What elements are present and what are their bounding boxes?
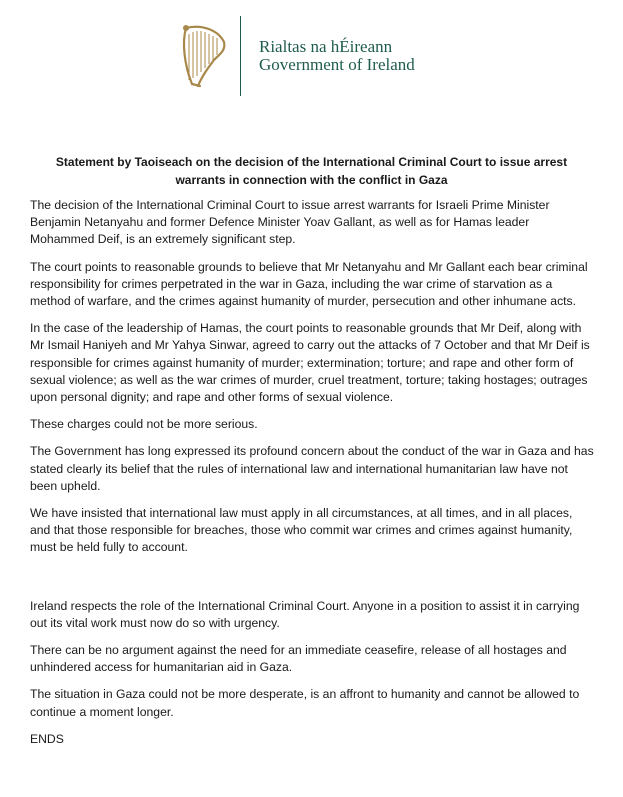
statement-title: Statement by Taoiseach on the decision of the International Criminal Court to issue arrest warrants in connection with the conflict in Gaza: [55, 155, 568, 187]
government-name-irish: Rialtas na hÉireann: [259, 37, 393, 56]
paragraph: The court points to reasonable grounds to believe that Mr Netanyahu and Mr Gallant each bear criminal responsibility for crimes perpetrated in the war in Gaza, including the war crime of starvation as a method of warfare, and the crimes against humanity of murder, persecution and other inhumane acts.: [30, 259, 588, 309]
harp-icon: [176, 22, 228, 90]
paragraph: The situation in Gaza could not be more desperate, is an affront to humanity and cannot be allowed to continue a moment longer.: [30, 687, 580, 719]
paragraph: There can be no argument against the need for an immediate ceasefire, release of all hostages and unhindered access for humanitarian aid in Gaza.: [30, 643, 567, 675]
paragraph: We have insisted that international law must apply in all circumstances, at all times, and in all places, and that those responsible for breaches, those who commit war crimes and crimes against humanity, must be held fully to account.: [30, 506, 573, 555]
government-name-english: Government of Ireland: [259, 55, 415, 74]
header-divider: [240, 16, 241, 96]
paragraph: The Government has long expressed its profound concern about the conduct of the war in Gaza and has stated clearly its belief that the rules of international law and international humanitarian law have not been upheld.: [30, 444, 594, 493]
header: [0, 0, 623, 100]
ends-marker: ENDS: [30, 731, 64, 746]
paragraph: These charges could not be more serious.: [30, 417, 258, 432]
paragraph: Ireland respects the role of the International Criminal Court. Anyone in a position to assist it in carrying out its vital work must now do so with urgency.: [30, 598, 580, 630]
paragraph: The decision of the International Criminal Court to issue arrest warrants for Israeli Prime Minister Benjamin Netanyahu and former Defence Minister Yoav Gallant, as well as for Hamas leader Mohammed Deif, is an extremely significant step.: [30, 198, 550, 247]
statement-body: [30, 197, 596, 758]
paragraph: In the case of the leadership of Hamas, the court points to reasonable grounds that Mr Deif, along with Mr Ismail Haniyeh and Mr Yahya Sinwar, agreed to carry out the attacks of 7 October and that Mr Deif is responsible for crimes against humanity of murder; extermination; torture; and rape and other form of sexual violence; as well as the war crimes of murder, cruel treatment, torture; taking hostages; outrages upon personal dignity; and rape and other forms of sexual violence.: [30, 321, 590, 405]
